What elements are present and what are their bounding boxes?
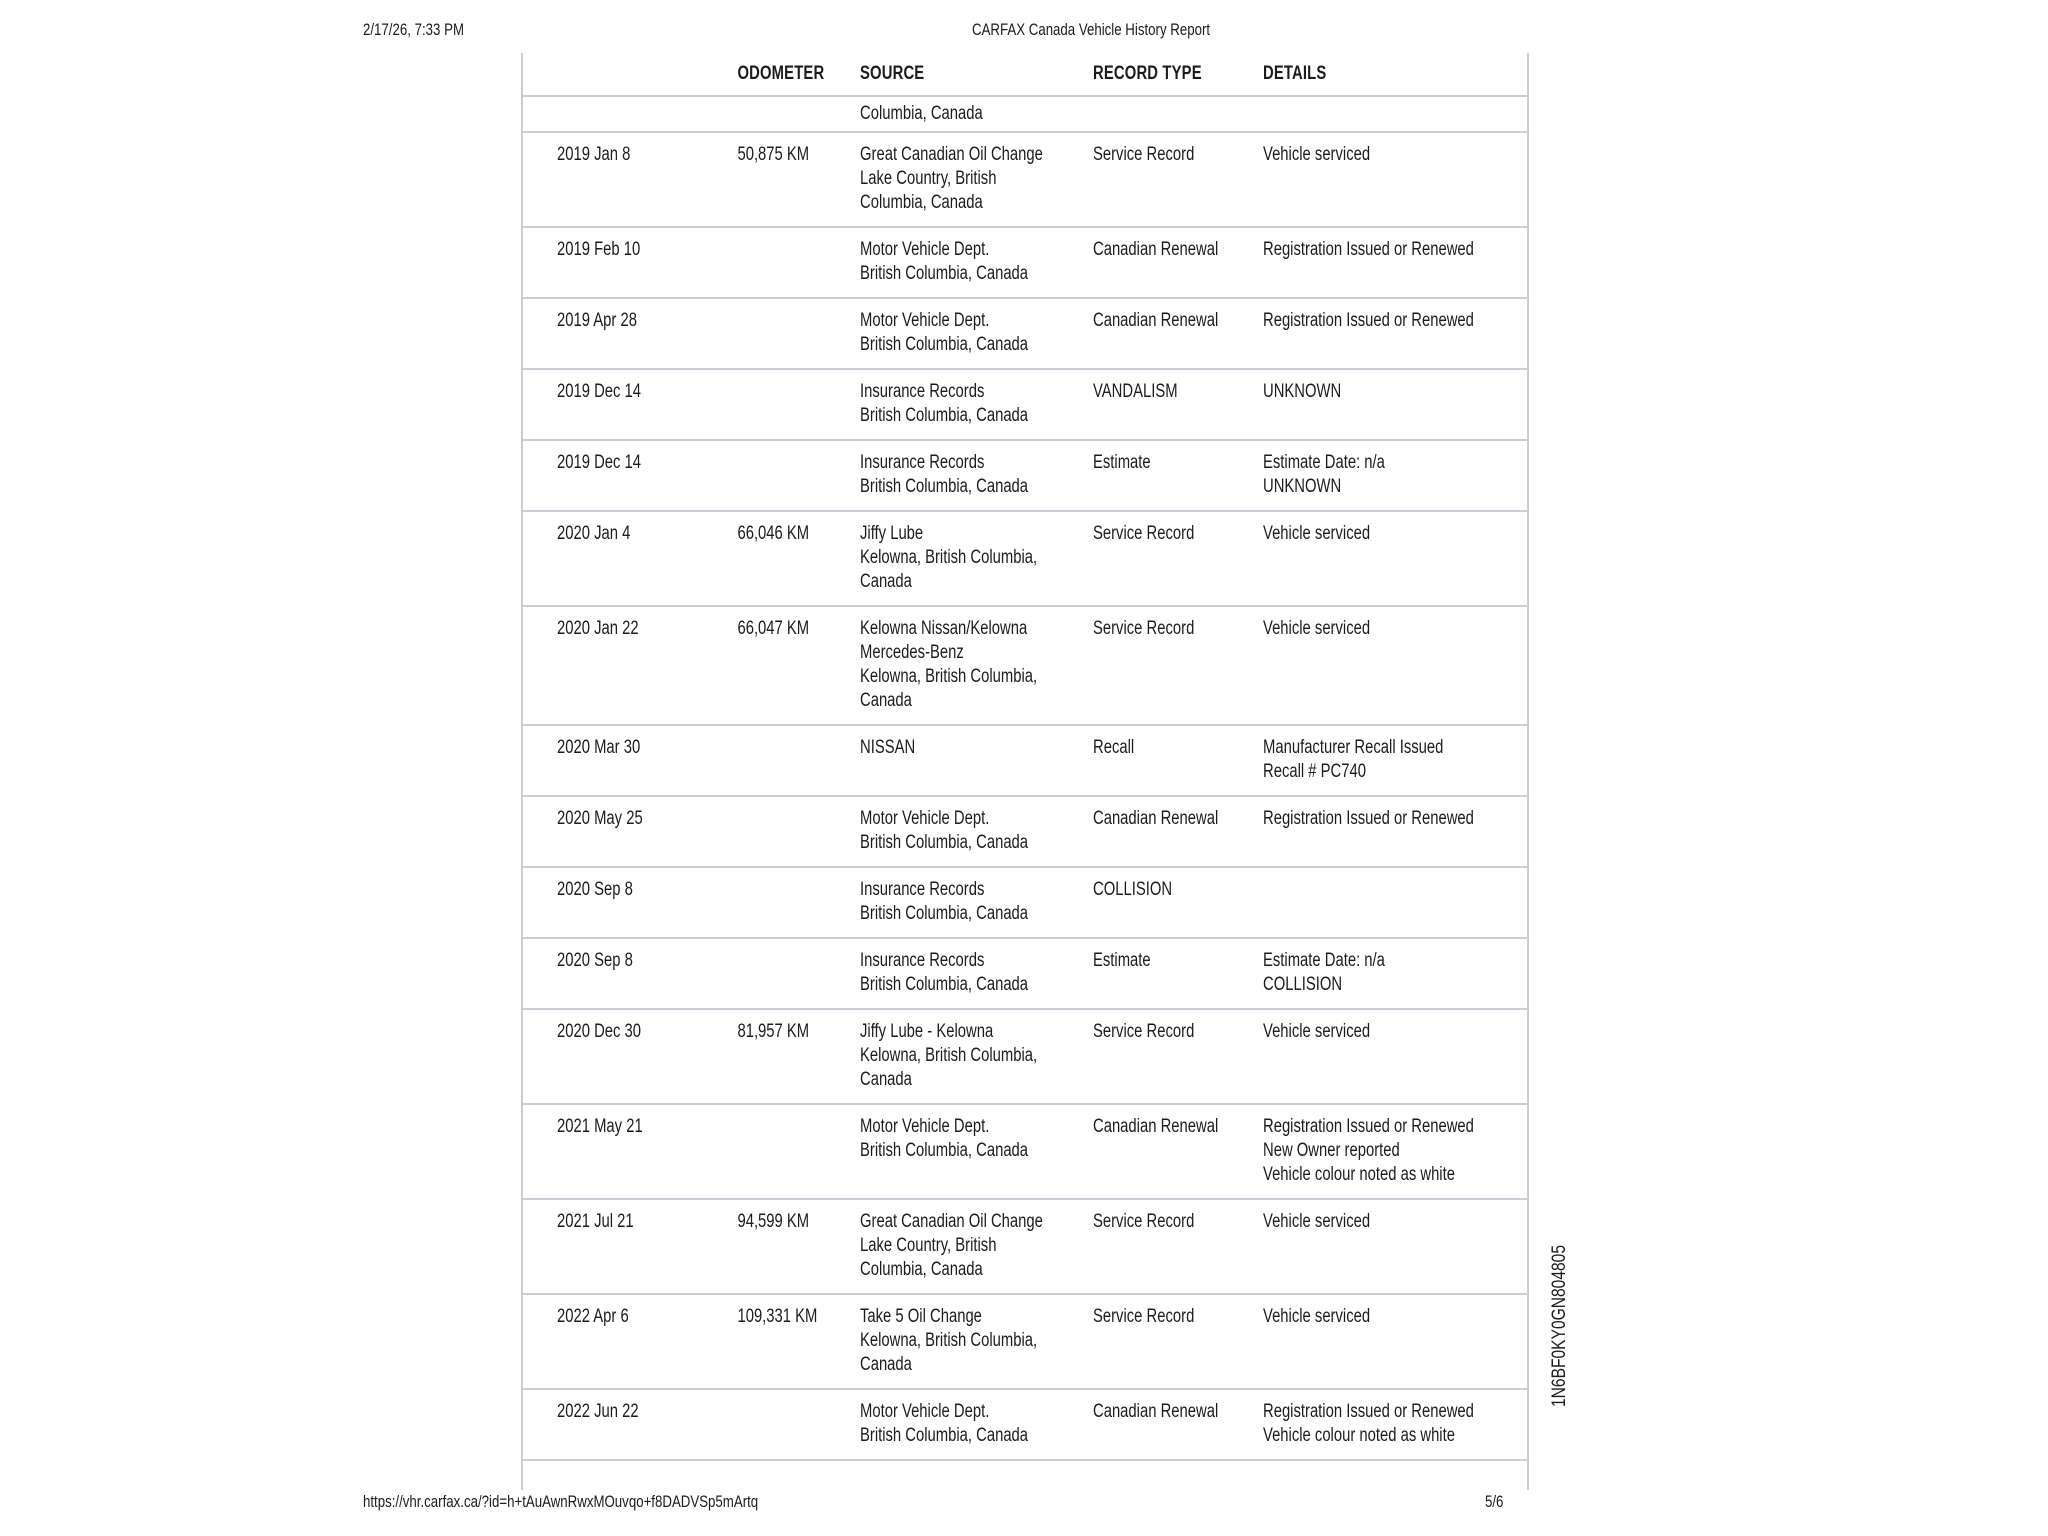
cell-source [860,97,1093,131]
table-row [523,1295,1527,1390]
cell-odometer [728,607,860,724]
cell-odometer [728,726,860,795]
cell-date [523,726,728,795]
text-line: Recall # PC740 [1263,761,1366,782]
cell-date [523,1010,728,1103]
text-line: Registration Issued or Renewed [1263,1116,1474,1137]
text-line: 2020 Jan 22 [557,618,639,639]
cell-details [1263,726,1527,795]
text-line: UNKNOWN [1263,381,1342,402]
cell-date [523,370,728,439]
text-line: 94,599 KM [737,1211,810,1232]
cell-details [1263,1105,1527,1198]
table-row [523,1200,1527,1295]
table-row [523,512,1527,607]
table-row [523,797,1527,868]
column-header-details: DETAILS [1263,63,1327,84]
text-line: 2021 May 21 [557,1116,643,1137]
text-line: Lake Country, British [860,1235,997,1256]
cell-record-type [1093,228,1263,297]
text-line: Kelowna, British Columbia, [860,666,1038,687]
table-header-row [523,53,1527,97]
print-footer-page-number: 5/6 [1485,1492,1504,1511]
cell-record-type [1093,512,1263,605]
cell-odometer [728,868,860,937]
cell-date [523,939,728,1008]
text-line: 2021 Jul 21 [557,1211,634,1232]
cell-details [1263,97,1527,131]
cell-source [860,133,1093,226]
print-header-title: CARFAX Canada Vehicle History Report [972,20,1211,39]
cell-details [1263,607,1527,724]
text-line: Mercedes-Benz [860,642,964,663]
cell-date [523,1200,728,1293]
cell-details [1263,1010,1527,1103]
cell-source [860,1390,1093,1459]
cell-source [860,797,1093,866]
cell-source [860,607,1093,724]
text-line: Service Record [1093,144,1195,165]
text-line: Canadian Renewal [1093,1401,1219,1422]
text-line: 109,331 KM [737,1306,818,1327]
text-line: 2019 Dec 14 [557,381,642,402]
cell-details [1263,868,1527,937]
text-line: Canadian Renewal [1093,1116,1219,1137]
cell-date [523,607,728,724]
print-footer-url: https://vhr.carfax.ca/?id=h+tAuAwnRwxMOuvqo+f8DADVSp5mArtq [363,1492,759,1511]
text-line: Recall [1093,737,1135,758]
text-line: British Columbia, Canada [860,832,1029,853]
text-line: Manufacturer Recall Issued [1263,737,1444,758]
cell-odometer [728,1010,860,1103]
text-line: Canada [860,1069,912,1090]
text-line: Registration Issued or Renewed [1263,239,1474,260]
table-body [523,97,1527,1461]
text-line: British Columbia, Canada [860,1425,1029,1446]
text-line: Vehicle serviced [1263,523,1371,544]
table-row [523,370,1527,441]
cell-record-type [1093,868,1263,937]
text-line: Great Canadian Oil Change [860,1211,1043,1232]
text-line: 2022 Jun 22 [557,1401,639,1422]
table-row [523,939,1527,1010]
table-row-cutoff [523,1461,1527,1485]
text-line: Registration Issued or Renewed [1263,1401,1474,1422]
cell-odometer [728,512,860,605]
text-line: 2019 Apr 28 [557,310,637,331]
text-line: Vehicle serviced [1263,144,1371,165]
cell-details [1263,1200,1527,1293]
text-line: 81,957 KM [737,1021,810,1042]
text-line: Kelowna, British Columbia, [860,1330,1038,1351]
text-line: Canadian Renewal [1093,310,1219,331]
text-line: Estimate Date: n/a [1263,950,1385,971]
text-line: Insurance Records [860,381,985,402]
cell-odometer [728,97,860,131]
cell-date [523,228,728,297]
cell-record-type [1093,1295,1263,1388]
cell-record-type [1093,1200,1263,1293]
text-line: Vehicle serviced [1263,1021,1371,1042]
cell-date [523,97,728,131]
text-line: Vehicle serviced [1263,1211,1371,1232]
text-line: Vehicle serviced [1263,618,1371,639]
text-line: British Columbia, Canada [860,334,1029,355]
cell-details [1263,228,1527,297]
text-line: Take 5 Oil Change [860,1306,982,1327]
text-line: 2020 May 25 [557,808,643,829]
text-line: COLLISION [1263,974,1343,995]
text-line: British Columbia, Canada [860,476,1029,497]
table-row [523,133,1527,228]
cell-details [1263,441,1527,510]
cell-record-type [1093,939,1263,1008]
print-header-datetime: 2/17/26, 7:33 PM [363,20,464,39]
text-line: 2020 Mar 30 [557,737,641,758]
text-line: Canada [860,690,912,711]
cell-date [523,512,728,605]
cell-odometer [728,1200,860,1293]
cell-details [1263,133,1527,226]
table-row [523,299,1527,370]
text-line: Columbia, Canada [860,1259,983,1280]
text-line: NISSAN [860,737,916,758]
text-line: 2019 Feb 10 [557,239,641,260]
cell-record-type [1093,607,1263,724]
text-line: British Columbia, Canada [860,405,1029,426]
text-line: Motor Vehicle Dept. [860,239,990,260]
text-line: Estimate Date: n/a [1263,452,1385,473]
text-line: Service Record [1093,1211,1195,1232]
cell-odometer [728,1390,860,1459]
text-line: 50,875 KM [737,144,810,165]
text-line: Canada [860,1354,912,1375]
cell-source [860,868,1093,937]
text-line: 2022 Apr 6 [557,1306,629,1327]
table-row [523,228,1527,299]
cell-record-type [1093,133,1263,226]
table-row [523,1010,1527,1105]
text-line: Estimate [1093,950,1151,971]
cell-odometer [728,133,860,226]
cell-details [1263,512,1527,605]
cell-details [1263,797,1527,866]
text-line: Estimate [1093,452,1151,473]
text-line: Columbia, Canada [860,103,983,124]
cell-record-type [1093,726,1263,795]
text-line: Registration Issued or Renewed [1263,310,1474,331]
text-line: 66,046 KM [737,523,810,544]
text-line: VANDALISM [1093,381,1178,402]
cell-odometer [728,441,860,510]
cell-source [860,726,1093,795]
text-line: New Owner reported [1263,1140,1400,1161]
text-line: Canadian Renewal [1093,808,1219,829]
text-line: Vehicle colour noted as white [1263,1164,1455,1185]
cell-source [860,441,1093,510]
text-line: 2020 Jan 4 [557,523,631,544]
cell-details [1263,939,1527,1008]
cell-odometer [728,1105,860,1198]
text-line: Motor Vehicle Dept. [860,310,990,331]
column-header-source: SOURCE [860,63,925,84]
cell-source [860,1200,1093,1293]
cell-source [860,228,1093,297]
cell-details [1263,299,1527,368]
cell-date [523,441,728,510]
cell-date [523,1295,728,1388]
cell-source [860,299,1093,368]
cell-odometer [728,370,860,439]
column-header-record-type: RECORD TYPE [1093,63,1202,84]
cell-date [523,868,728,937]
cell-odometer [728,228,860,297]
text-line: British Columbia, Canada [860,903,1029,924]
cell-odometer [728,1295,860,1388]
text-line: Service Record [1093,618,1195,639]
cell-details [1263,1390,1527,1459]
cell-source [860,1295,1093,1388]
text-line: 2019 Jan 8 [557,144,631,165]
column-header-odometer: ODOMETER [737,63,825,84]
text-line: Registration Issued or Renewed [1263,808,1474,829]
text-line: Columbia, Canada [860,192,983,213]
text-line: Motor Vehicle Dept. [860,1401,990,1422]
text-line: 2020 Sep 8 [557,879,633,900]
cell-details [1263,370,1527,439]
vehicle-history-table [521,53,1529,1490]
text-line: British Columbia, Canada [860,263,1029,284]
text-line: 2020 Sep 8 [557,950,633,971]
text-line: British Columbia, Canada [860,1140,1029,1161]
cell-source [860,1010,1093,1103]
text-line: Great Canadian Oil Change [860,144,1043,165]
table-row [523,1105,1527,1200]
cell-record-type [1093,441,1263,510]
table-row [523,726,1527,797]
text-line: Insurance Records [860,452,985,473]
cell-details [1263,1295,1527,1388]
text-line: Jiffy Lube [860,523,924,544]
text-line: Kelowna, British Columbia, [860,547,1038,568]
text-line: Motor Vehicle Dept. [860,1116,990,1137]
text-line: Lake Country, British [860,168,997,189]
text-line: Vehicle colour noted as white [1263,1425,1455,1446]
cell-source [860,939,1093,1008]
cell-record-type [1093,1105,1263,1198]
cell-odometer [728,939,860,1008]
cell-odometer [728,299,860,368]
cell-source [860,370,1093,439]
cell-date [523,797,728,866]
text-line: UNKNOWN [1263,476,1342,497]
cell-record-type [1093,1390,1263,1459]
text-line: Service Record [1093,1306,1195,1327]
table-row [523,441,1527,512]
cell-record-type [1093,97,1263,131]
text-line: Service Record [1093,1021,1195,1042]
text-line: Kelowna Nissan/Kelowna [860,618,1028,639]
table-row [523,1390,1527,1461]
text-line: British Columbia, Canada [860,974,1029,995]
table-row [523,868,1527,939]
text-line: Vehicle serviced [1263,1306,1371,1327]
cell-date [523,1105,728,1198]
cell-record-type [1093,370,1263,439]
text-line: 2019 Dec 14 [557,452,642,473]
cell-record-type [1093,299,1263,368]
cell-odometer [728,797,860,866]
vin-sidebar: 1N6BF0KY0GN804805 [1549,1245,1570,1407]
text-line: Insurance Records [860,879,985,900]
cell-source [860,1105,1093,1198]
cell-date [523,1390,728,1459]
table-row [523,607,1527,726]
text-line: Insurance Records [860,950,985,971]
cell-date [523,299,728,368]
text-line: Jiffy Lube - Kelowna [860,1021,994,1042]
text-line: Canadian Renewal [1093,239,1219,260]
cell-record-type [1093,1010,1263,1103]
text-line: Kelowna, British Columbia, [860,1045,1038,1066]
text-line: Service Record [1093,523,1195,544]
table-row [523,97,1527,133]
cell-date [523,133,728,226]
text-line: 2020 Dec 30 [557,1021,642,1042]
text-line: COLLISION [1093,879,1173,900]
cell-source [860,512,1093,605]
text-line: 66,047 KM [737,618,810,639]
text-line: Canada [860,571,912,592]
text-line: Motor Vehicle Dept. [860,808,990,829]
cell-record-type [1093,797,1263,866]
